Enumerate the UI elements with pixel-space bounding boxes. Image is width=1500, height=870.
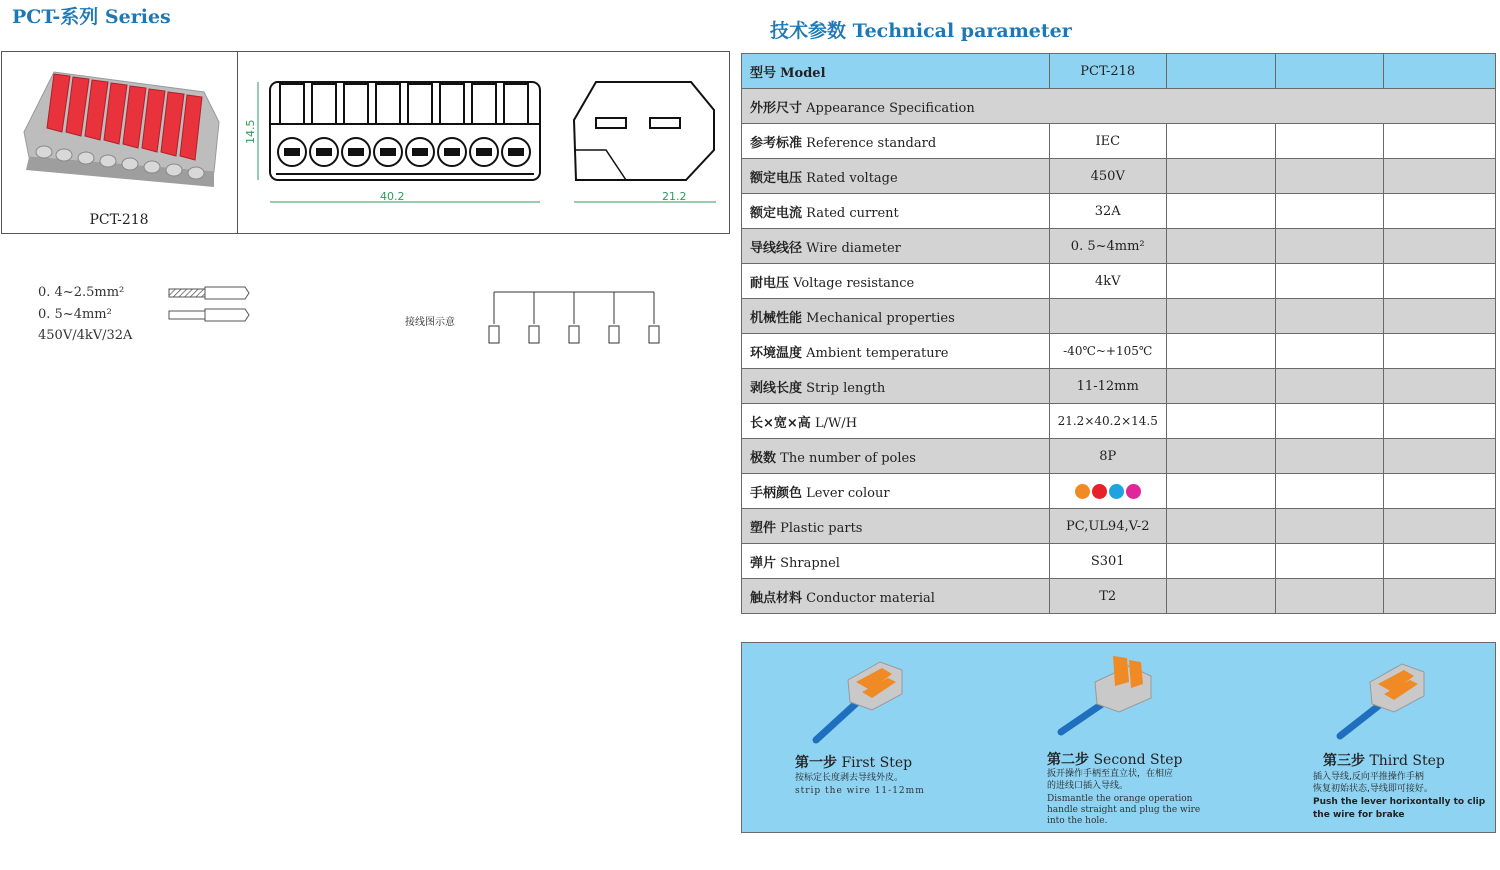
spec-row [742,299,1496,334]
step1-connector-icon [810,652,910,747]
spec-label-zh: 极数 [750,450,777,466]
spec-value-cell [1049,124,1166,159]
spec-empty-cell [1166,404,1275,439]
spec-row [742,229,1496,264]
spec-label-en: Shrapnel [780,555,840,571]
spec-empty-cell [1383,54,1495,89]
spec-row [742,334,1496,369]
spec-label-zh: 额定电压 [750,170,803,186]
lever-colour-swatch [1075,484,1090,499]
spec-row [742,439,1496,474]
spec-empty-cell [1383,159,1495,194]
spec-empty-cell [1383,124,1495,159]
spec-value: 11-12mm [1076,378,1139,394]
spec-row [742,159,1496,194]
spec-value: PC,UL94,V-2 [1065,518,1150,534]
spec-label-en: Strip length [806,380,886,396]
spec-value: T2 [1099,588,1117,604]
step1-note-en: strip the wire 11-12mm [795,786,925,796]
spec-empty-cell [1276,439,1383,474]
spec-label-zh: 环境温度 [750,345,803,361]
spec-value: S301 [1090,553,1125,569]
spec-value-cell [1049,544,1166,579]
step2-note-en-1: Dismantle the orange operation [1047,794,1193,804]
spec-label-zh: 耐电压 [750,275,790,291]
step3-note-zh-1: 插入导线,反向平推操作手柄 [1313,772,1424,782]
spec-label-zh: 剥线长度 [750,380,803,396]
step3-title: 第三步 Third Step [1323,753,1445,769]
spec-label-zh: 机械性能 [750,310,803,326]
spec-value: 8P [1099,448,1117,464]
spec-label-cell [742,474,1050,509]
lever-colour-swatch [1109,484,1124,499]
spec-label-zh: 长×宽×高 [750,415,811,431]
spec-value-cell [1049,369,1166,404]
spec-empty-cell [1276,474,1383,509]
spec-empty-cell [1383,299,1495,334]
lever-colour-swatch [1126,484,1141,499]
spec-empty-cell [1166,579,1275,614]
wire-icon [165,282,255,326]
spec-value-cell [1049,54,1166,89]
spec-label-cell [742,369,1050,404]
spec-label-cell [742,194,1050,229]
spec-label-zh: 参考标准 [750,135,803,151]
spec-empty-cell [1276,299,1383,334]
spec-empty-cell [1383,579,1495,614]
spec-empty-cell [1276,54,1383,89]
spec-label-zh: 触点材料 [750,590,803,606]
spec-empty-cell [1166,334,1275,369]
spec-table [741,53,1496,614]
spec-label-cell [742,54,1050,89]
spec-row [742,264,1496,299]
spec-empty-cell [1166,369,1275,404]
spec-empty-cell [1276,404,1383,439]
spec-row [742,369,1496,404]
spec-row [742,89,1496,124]
spec-label-zh: 弹片 [750,555,777,571]
spec-value: 21.2×40.2×14.5 [1057,413,1158,428]
spec-value-cell [1049,159,1166,194]
spec-label-cell [742,509,1050,544]
spec-value: PCT-218 [1080,63,1136,79]
spec-label-cell [742,544,1050,579]
spec-empty-cell [1166,54,1275,89]
spec-empty-cell [1276,159,1383,194]
step1-title: 第一步 First Step [795,755,913,771]
model-caption: PCT-218 [89,212,149,228]
spec-empty-cell [1166,544,1275,579]
spec-value-cell [1049,509,1166,544]
spec-empty-cell [1383,474,1495,509]
spec-label-en: Ambient temperature [806,345,949,361]
spec-empty-cell [1166,229,1275,264]
spec-label-cell [742,439,1050,474]
spec-label-zh: 型号 [750,65,777,81]
spec-label-zh: 额定电流 [750,205,803,221]
wire-spec-2: 0. 5~4mm² [38,307,112,322]
spec-label-zh: 外形尺寸 [750,100,803,116]
step2-note-zh-2: 的进线口插入导线。 [1047,781,1129,791]
front-view-drawing [242,62,552,212]
spec-empty-cell [1276,544,1383,579]
spec-label-cell [742,404,1050,439]
spec-row [742,544,1496,579]
spec-label-en: Plastic parts [780,520,863,536]
spec-empty-cell [1276,369,1383,404]
step3-note-en-2: the wire for brake [1313,810,1405,820]
spec-empty-cell [1276,264,1383,299]
spec-label-en: Rated current [806,205,899,221]
spec-label-en: Model [780,65,826,81]
step1-note-zh: 按标定长度剥去导线外皮。 [795,773,904,783]
wire-spec-1: 0. 4~2.5mm² [38,285,125,300]
connector-photo [14,62,224,192]
spec-empty-cell [1383,229,1495,264]
spec-empty-cell [1383,404,1495,439]
lever-colour-swatch [1092,484,1107,499]
spec-label-cell [742,334,1050,369]
spec-value-cell [1049,439,1166,474]
spec-label-en: Voltage resistance [793,275,915,291]
spec-label-en: Lever colour [806,485,890,501]
spec-empty-cell [1166,159,1275,194]
tech-parameter-title: 技术参数 Technical parameter [770,20,1072,42]
step2-note-en-3: into the hole. [1047,816,1108,826]
spec-empty-cell [1166,509,1275,544]
spec-value: 0. 5~4mm² [1070,238,1145,254]
spec-empty-cell [1166,124,1275,159]
spec-value: 4kV [1094,273,1121,289]
spec-empty-cell [1383,544,1495,579]
spec-value: 32A [1094,203,1121,219]
spec-label-zh: 导线线径 [750,240,803,256]
spec-row [742,474,1496,509]
spec-label-cell [742,229,1050,264]
spec-value-cell [1049,194,1166,229]
dim-width-label: 21.2 [662,190,687,203]
product-divider [237,51,238,234]
series-title: PCT-系列 Series [12,6,171,28]
spec-empty-cell [1383,194,1495,229]
spec-empty-cell [1276,579,1383,614]
side-view-drawing [566,70,726,210]
step2-title: 第二步 Second Step [1047,752,1183,768]
step3-connector-icon [1330,652,1430,747]
spec-label-zh: 塑件 [750,520,777,536]
spec-row [742,194,1496,229]
step3-note-zh-2: 恢复初始状态,导线即可接好。 [1313,784,1433,794]
spec-value: -40℃~+105℃ [1063,343,1153,358]
spec-empty-cell [1166,194,1275,229]
step2-note-en-2: handle straight and plug the wire [1047,805,1201,815]
spec-label-en: Mechanical properties [806,310,955,326]
spec-empty-cell [1383,509,1495,544]
spec-value: IEC [1095,133,1121,149]
spec-empty-cell [1276,124,1383,159]
spec-label-cell [742,124,1050,159]
spec-empty-cell [1166,299,1275,334]
step2-connector-icon [1055,652,1155,747]
spec-empty-cell [1166,474,1275,509]
wiring-diagram [484,286,664,348]
spec-value-cell [1049,404,1166,439]
spec-label-en: Conductor material [806,590,935,606]
dim-height-label: 14.5 [244,119,257,144]
spec-row [742,54,1496,89]
spec-empty-cell [1276,194,1383,229]
spec-empty-cell [1383,264,1495,299]
spec-label-zh: 手柄颜色 [750,485,803,501]
spec-label-cell [742,159,1050,194]
spec-value-cell [1049,474,1166,509]
step3-note-en-1: Push the lever horixontally to clip [1313,797,1486,807]
spec-empty-cell [1383,334,1495,369]
spec-label-cell [742,579,1050,614]
spec-row [742,509,1496,544]
spec-label-en: Rated voltage [806,170,898,186]
spec-empty-cell [1166,439,1275,474]
dim-length-label: 40.2 [380,190,405,203]
spec-row [742,579,1496,614]
spec-empty-cell [1383,439,1495,474]
spec-label-en: The number of poles [780,450,916,466]
spec-value-cell [1049,299,1166,334]
spec-label-en: Appearance Specification [806,100,975,116]
spec-label-en: L/W/H [814,415,858,431]
spec-row [742,404,1496,439]
spec-label-cell [742,89,1496,124]
spec-value-cell [1049,229,1166,264]
spec-value-cell [1049,579,1166,614]
spec-empty-cell [1166,264,1275,299]
spec-label-cell [742,299,1050,334]
spec-empty-cell [1276,509,1383,544]
spec-value: 450V [1090,168,1125,184]
rating-spec: 450V/4kV/32A [38,328,133,343]
spec-empty-cell [1276,334,1383,369]
spec-value-cell [1049,264,1166,299]
spec-label-en: Wire diameter [806,240,901,256]
wiring-diagram-label: 接线图示意 [405,317,455,328]
spec-empty-cell [1276,229,1383,264]
step2-note-zh-1: 扳开操作手柄至直立状，在相应 [1047,769,1174,779]
spec-label-cell [742,264,1050,299]
spec-row [742,124,1496,159]
spec-label-en: Reference standard [806,135,937,151]
spec-empty-cell [1383,369,1495,404]
spec-value-cell [1049,334,1166,369]
